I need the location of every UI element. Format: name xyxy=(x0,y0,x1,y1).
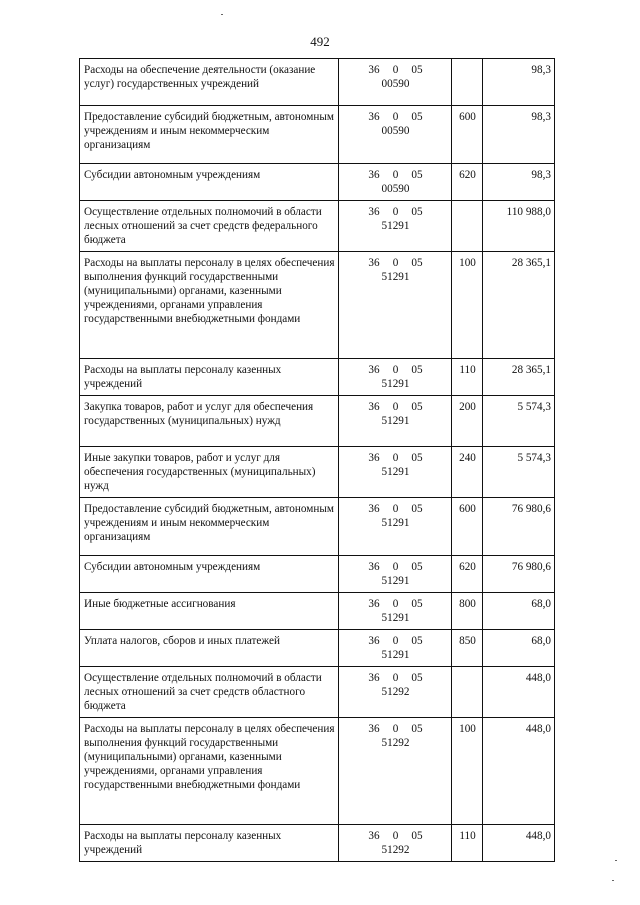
table-row xyxy=(80,593,555,630)
code-direction: 00590 xyxy=(381,78,410,90)
code-subprogram: 05 xyxy=(411,598,423,610)
row-amount: 5 574,3 xyxy=(483,447,555,498)
code-ministry: 36 xyxy=(368,830,380,842)
code-ministry: 36 xyxy=(368,723,380,735)
row-classification-code xyxy=(339,106,452,164)
code-direction: 51291 xyxy=(381,612,410,624)
row-expense-type xyxy=(452,59,483,106)
row-expense-type: 800 xyxy=(452,593,483,630)
code-program: 0 xyxy=(392,206,399,218)
code-direction: 51291 xyxy=(381,575,410,587)
row-amount: 76 980,6 xyxy=(483,556,555,593)
row-description: Уплата налогов, сборов и иных платежей xyxy=(80,630,339,667)
row-description: Расходы на выплаты персоналу в целях обеспечения выполнения функций государственными (муниципальными) органами, казенными учреждениями, органами управления государственными внебюджетными фондами xyxy=(80,718,339,825)
code-program: 0 xyxy=(392,503,399,515)
row-amount: 98,3 xyxy=(483,164,555,201)
code-ministry: 36 xyxy=(368,635,380,647)
code-subprogram: 05 xyxy=(411,111,423,123)
row-amount: 68,0 xyxy=(483,593,555,630)
row-classification-code xyxy=(339,201,452,252)
code-program: 0 xyxy=(392,598,399,610)
row-classification-code xyxy=(339,359,452,396)
code-ministry: 36 xyxy=(368,452,380,464)
code-program: 0 xyxy=(392,364,399,376)
code-ministry: 36 xyxy=(368,364,380,376)
row-expense-type: 620 xyxy=(452,556,483,593)
row-amount: 110 988,0 xyxy=(483,201,555,252)
code-direction: 51291 xyxy=(381,466,410,478)
code-direction: 51291 xyxy=(381,271,410,283)
row-amount: 68,0 xyxy=(483,630,555,667)
row-classification-code xyxy=(339,447,452,498)
code-subprogram: 05 xyxy=(411,206,423,218)
table-row xyxy=(80,667,555,718)
code-subprogram: 05 xyxy=(411,169,423,181)
scan-speck xyxy=(221,14,223,15)
row-description: Расходы на выплаты персоналу в целях обеспечения выполнения функций государственными (муниципальными) органами, казенными учреждениями, органами управления государственными внебюджетными фондами xyxy=(80,252,339,359)
row-expense-type: 110 xyxy=(452,359,483,396)
row-classification-code xyxy=(339,593,452,630)
row-expense-type: 600 xyxy=(452,106,483,164)
row-description: Осуществление отдельных полномочий в области лесных отношений за счет средств федерального бюджета xyxy=(80,201,339,252)
row-expense-type xyxy=(452,201,483,252)
code-ministry: 36 xyxy=(368,503,380,515)
code-subprogram: 05 xyxy=(411,635,423,647)
row-expense-type: 200 xyxy=(452,396,483,447)
page-number: 492 xyxy=(310,34,330,49)
row-amount: 98,3 xyxy=(483,106,555,164)
row-description: Предоставление субсидий бюджетным, автономным учреждениям и иным некоммерческим организациям xyxy=(80,498,339,556)
row-description: Субсидии автономным учреждениям xyxy=(80,556,339,593)
table-row xyxy=(80,359,555,396)
row-description: Иные бюджетные ассигнования xyxy=(80,593,339,630)
code-subprogram: 05 xyxy=(411,452,423,464)
code-program: 0 xyxy=(392,672,399,684)
code-program: 0 xyxy=(392,64,399,76)
code-direction: 51291 xyxy=(381,517,410,529)
row-amount: 448,0 xyxy=(483,667,555,718)
code-subprogram: 05 xyxy=(411,364,423,376)
code-direction: 51291 xyxy=(381,415,410,427)
row-description: Иные закупки товаров, работ и услуг для обеспечения государственных (муниципальных) нужд xyxy=(80,447,339,498)
row-amount: 448,0 xyxy=(483,718,555,825)
code-program: 0 xyxy=(392,830,399,842)
row-amount: 28 365,1 xyxy=(483,252,555,359)
table-row xyxy=(80,59,555,106)
code-direction: 51291 xyxy=(381,220,410,232)
code-direction: 51292 xyxy=(381,737,410,749)
row-expense-type xyxy=(452,667,483,718)
code-direction: 51291 xyxy=(381,649,410,661)
code-direction: 51292 xyxy=(381,686,410,698)
row-amount: 448,0 xyxy=(483,825,555,862)
code-program: 0 xyxy=(392,257,399,269)
code-ministry: 36 xyxy=(368,401,380,413)
code-program: 0 xyxy=(392,169,399,181)
code-subprogram: 05 xyxy=(411,561,423,573)
table-row xyxy=(80,201,555,252)
row-amount: 28 365,1 xyxy=(483,359,555,396)
row-description: Субсидии автономным учреждениям xyxy=(80,164,339,201)
row-classification-code xyxy=(339,498,452,556)
code-subprogram: 05 xyxy=(411,401,423,413)
row-classification-code xyxy=(339,556,452,593)
row-description: Расходы на обеспечение деятельности (оказание услуг) государственных учреждений xyxy=(80,59,339,106)
code-subprogram: 05 xyxy=(411,503,423,515)
row-classification-code xyxy=(339,396,452,447)
row-expense-type: 100 xyxy=(452,252,483,359)
table-row xyxy=(80,825,555,862)
table-row xyxy=(80,106,555,164)
table-row xyxy=(80,396,555,447)
budget-table-body xyxy=(80,59,555,862)
code-subprogram: 05 xyxy=(411,672,423,684)
code-ministry: 36 xyxy=(368,561,380,573)
code-subprogram: 05 xyxy=(411,723,423,735)
table-row xyxy=(80,556,555,593)
code-direction: 00590 xyxy=(381,125,410,137)
code-program: 0 xyxy=(392,723,399,735)
code-ministry: 36 xyxy=(368,598,380,610)
row-description: Закупка товаров, работ и услуг для обеспечения государственных (муниципальных) нужд xyxy=(80,396,339,447)
row-description: Расходы на выплаты персоналу казенных учреждений xyxy=(80,825,339,862)
code-program: 0 xyxy=(392,111,399,123)
table-row xyxy=(80,447,555,498)
table-row xyxy=(80,718,555,825)
code-ministry: 36 xyxy=(368,672,380,684)
row-expense-type: 850 xyxy=(452,630,483,667)
code-ministry: 36 xyxy=(368,111,380,123)
row-description: Осуществление отдельных полномочий в области лесных отношений за счет средств областного бюджета xyxy=(80,667,339,718)
code-subprogram: 05 xyxy=(411,830,423,842)
code-direction: 00590 xyxy=(381,183,410,195)
code-ministry: 36 xyxy=(368,257,380,269)
code-program: 0 xyxy=(392,452,399,464)
code-direction: 51291 xyxy=(381,378,410,390)
code-ministry: 36 xyxy=(368,206,380,218)
table-row xyxy=(80,498,555,556)
row-description: Предоставление субсидий бюджетным, автономным учреждениям и иным некоммерческим организациям xyxy=(80,106,339,164)
scan-speck xyxy=(615,860,617,861)
code-program: 0 xyxy=(392,401,399,413)
scan-speck xyxy=(612,880,614,881)
code-program: 0 xyxy=(392,635,399,647)
code-program: 0 xyxy=(392,561,399,573)
code-ministry: 36 xyxy=(368,64,380,76)
row-amount: 98,3 xyxy=(483,59,555,106)
row-classification-code xyxy=(339,667,452,718)
row-classification-code xyxy=(339,59,452,106)
row-amount: 76 980,6 xyxy=(483,498,555,556)
code-ministry: 36 xyxy=(368,169,380,181)
code-subprogram: 05 xyxy=(411,64,423,76)
row-classification-code xyxy=(339,718,452,825)
code-direction: 51292 xyxy=(381,844,410,856)
row-expense-type: 100 xyxy=(452,718,483,825)
row-classification-code xyxy=(339,252,452,359)
row-classification-code xyxy=(339,825,452,862)
table-row xyxy=(80,164,555,201)
code-subprogram: 05 xyxy=(411,257,423,269)
budget-table xyxy=(79,58,555,862)
table-row xyxy=(80,630,555,667)
row-classification-code xyxy=(339,164,452,201)
row-expense-type: 600 xyxy=(452,498,483,556)
table-row xyxy=(80,252,555,359)
row-classification-code xyxy=(339,630,452,667)
row-expense-type: 620 xyxy=(452,164,483,201)
row-description: Расходы на выплаты персоналу казенных учреждений xyxy=(80,359,339,396)
row-expense-type: 240 xyxy=(452,447,483,498)
row-expense-type: 110 xyxy=(452,825,483,862)
row-amount: 5 574,3 xyxy=(483,396,555,447)
